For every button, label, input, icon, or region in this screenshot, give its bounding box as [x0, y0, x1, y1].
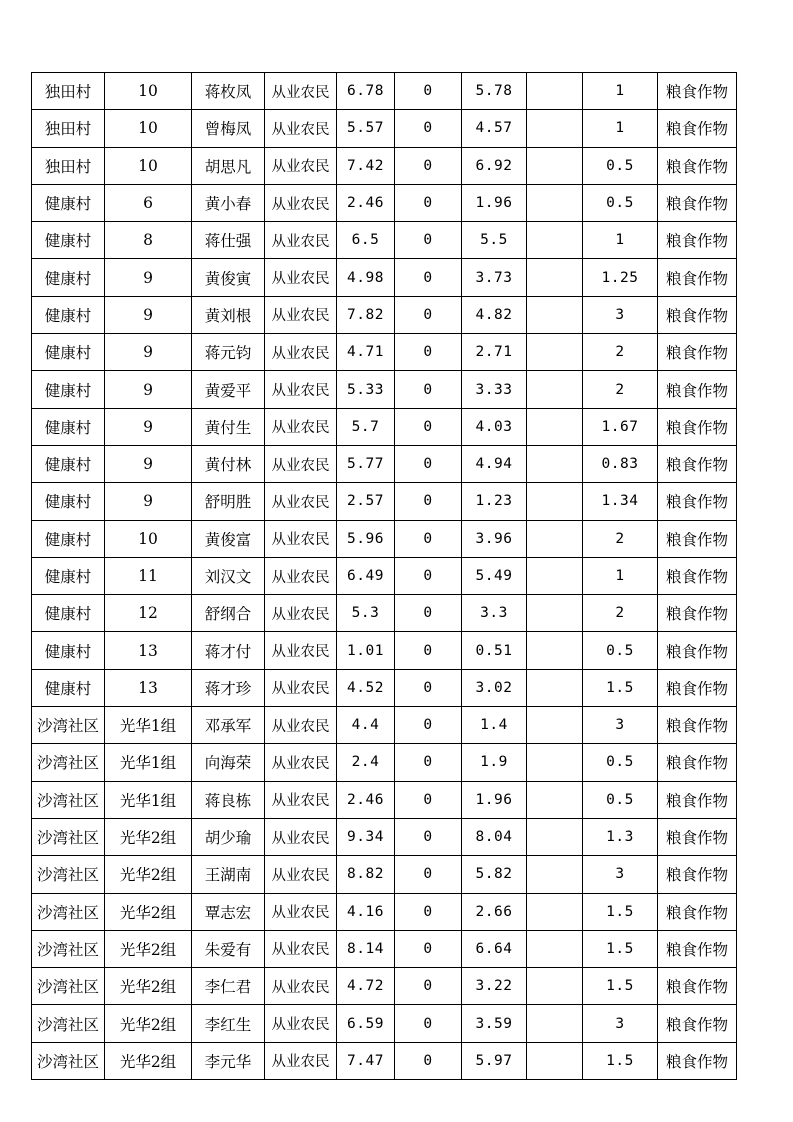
value-4-cell — [527, 930, 583, 967]
crop-cell: 粮食作物 — [658, 818, 737, 855]
crop-cell: 粮食作物 — [658, 445, 737, 482]
type-cell: 从业农民 — [265, 968, 337, 1005]
value-5-cell: 1.25 — [583, 259, 658, 296]
value-3-cell: 2.66 — [462, 893, 527, 930]
value-1-cell: 2.4 — [337, 744, 395, 781]
value-2-cell: 0 — [395, 930, 462, 967]
crop-cell: 粮食作物 — [658, 856, 737, 893]
name-cell: 王湖南 — [192, 856, 265, 893]
value-4-cell — [527, 968, 583, 1005]
village-cell: 健康村 — [32, 371, 105, 408]
type-cell: 从业农民 — [265, 632, 337, 669]
village-cell: 健康村 — [32, 520, 105, 557]
table-row — [32, 632, 737, 669]
value-3-cell: 1.23 — [462, 483, 527, 520]
value-4-cell — [527, 781, 583, 818]
value-1-cell: 4.72 — [337, 968, 395, 1005]
value-4-cell — [527, 408, 583, 445]
value-1-cell: 6.59 — [337, 1005, 395, 1042]
type-cell: 从业农民 — [265, 557, 337, 594]
value-1-cell: 5.77 — [337, 445, 395, 482]
value-1-cell: 4.16 — [337, 893, 395, 930]
value-2-cell: 0 — [395, 520, 462, 557]
village-cell: 沙湾社区 — [32, 893, 105, 930]
value-2-cell: 0 — [395, 669, 462, 706]
value-5-cell: 1.3 — [583, 818, 658, 855]
type-cell: 从业农民 — [265, 930, 337, 967]
crop-cell: 粮食作物 — [658, 781, 737, 818]
group-cell: 10 — [105, 520, 192, 557]
name-cell: 朱爱有 — [192, 930, 265, 967]
value-1-cell: 7.42 — [337, 147, 395, 184]
name-cell: 胡思凡 — [192, 147, 265, 184]
table-row — [32, 818, 737, 855]
value-1-cell: 2.46 — [337, 184, 395, 221]
value-3-cell: 3.96 — [462, 520, 527, 557]
crop-cell: 粮食作物 — [658, 408, 737, 445]
value-1-cell: 4.52 — [337, 669, 395, 706]
value-5-cell: 2 — [583, 595, 658, 632]
village-cell: 沙湾社区 — [32, 744, 105, 781]
crop-cell: 粮食作物 — [658, 1005, 737, 1042]
table-row — [32, 483, 737, 520]
crop-cell: 粮食作物 — [658, 930, 737, 967]
value-2-cell: 0 — [395, 1042, 462, 1079]
table-body — [32, 73, 737, 1080]
group-cell: 9 — [105, 371, 192, 408]
group-cell: 光华1组 — [105, 781, 192, 818]
village-cell: 独田村 — [32, 147, 105, 184]
group-cell: 13 — [105, 669, 192, 706]
value-4-cell — [527, 557, 583, 594]
name-cell: 黄刘根 — [192, 296, 265, 333]
value-4-cell — [527, 818, 583, 855]
value-2-cell: 0 — [395, 371, 462, 408]
value-3-cell: 6.64 — [462, 930, 527, 967]
value-4-cell — [527, 632, 583, 669]
type-cell: 从业农民 — [265, 1042, 337, 1079]
value-3-cell: 5.49 — [462, 557, 527, 594]
data-table — [31, 72, 737, 1080]
table-row — [32, 744, 737, 781]
value-4-cell — [527, 259, 583, 296]
type-cell: 从业农民 — [265, 334, 337, 371]
value-4-cell — [527, 445, 583, 482]
table-row — [32, 222, 737, 259]
value-4-cell — [527, 669, 583, 706]
value-1-cell: 4.4 — [337, 707, 395, 744]
value-1-cell: 5.33 — [337, 371, 395, 408]
value-4-cell — [527, 222, 583, 259]
value-5-cell: 1 — [583, 557, 658, 594]
value-2-cell: 0 — [395, 632, 462, 669]
type-cell: 从业农民 — [265, 893, 337, 930]
value-4-cell — [527, 856, 583, 893]
value-3-cell: 2.71 — [462, 334, 527, 371]
name-cell: 蒋仕强 — [192, 222, 265, 259]
type-cell: 从业农民 — [265, 781, 337, 818]
village-cell: 沙湾社区 — [32, 1042, 105, 1079]
value-2-cell: 0 — [395, 595, 462, 632]
type-cell: 从业农民 — [265, 520, 337, 557]
value-3-cell: 1.9 — [462, 744, 527, 781]
name-cell: 黄付林 — [192, 445, 265, 482]
group-cell: 13 — [105, 632, 192, 669]
name-cell: 黄付生 — [192, 408, 265, 445]
village-cell: 沙湾社区 — [32, 968, 105, 1005]
value-5-cell: 3 — [583, 1005, 658, 1042]
value-3-cell: 5.78 — [462, 73, 527, 110]
value-2-cell: 0 — [395, 1005, 462, 1042]
name-cell: 舒纲合 — [192, 595, 265, 632]
crop-cell: 粮食作物 — [658, 222, 737, 259]
group-cell: 光华2组 — [105, 930, 192, 967]
value-4-cell — [527, 595, 583, 632]
table-row — [32, 856, 737, 893]
value-4-cell — [527, 147, 583, 184]
group-cell: 光华2组 — [105, 856, 192, 893]
value-4-cell — [527, 1042, 583, 1079]
value-2-cell: 0 — [395, 110, 462, 147]
value-2-cell: 0 — [395, 744, 462, 781]
value-1-cell: 5.57 — [337, 110, 395, 147]
value-1-cell: 5.96 — [337, 520, 395, 557]
type-cell: 从业农民 — [265, 110, 337, 147]
name-cell: 舒明胜 — [192, 483, 265, 520]
value-5-cell: 0.5 — [583, 781, 658, 818]
value-5-cell: 0.5 — [583, 147, 658, 184]
value-3-cell: 6.92 — [462, 147, 527, 184]
value-4-cell — [527, 744, 583, 781]
value-4-cell — [527, 296, 583, 333]
crop-cell: 粮食作物 — [658, 520, 737, 557]
village-cell: 健康村 — [32, 595, 105, 632]
value-3-cell: 1.96 — [462, 781, 527, 818]
name-cell: 黄爱平 — [192, 371, 265, 408]
name-cell: 李仁君 — [192, 968, 265, 1005]
value-3-cell: 5.5 — [462, 222, 527, 259]
value-4-cell — [527, 483, 583, 520]
value-2-cell: 0 — [395, 893, 462, 930]
value-3-cell: 0.51 — [462, 632, 527, 669]
village-cell: 健康村 — [32, 222, 105, 259]
village-cell: 沙湾社区 — [32, 1005, 105, 1042]
value-3-cell: 3.02 — [462, 669, 527, 706]
value-5-cell: 2 — [583, 334, 658, 371]
group-cell: 6 — [105, 184, 192, 221]
village-cell: 健康村 — [32, 669, 105, 706]
value-2-cell: 0 — [395, 334, 462, 371]
value-2-cell: 0 — [395, 968, 462, 1005]
village-cell: 沙湾社区 — [32, 707, 105, 744]
group-cell: 9 — [105, 296, 192, 333]
value-5-cell: 0.5 — [583, 744, 658, 781]
type-cell: 从业农民 — [265, 147, 337, 184]
name-cell: 曾梅凤 — [192, 110, 265, 147]
group-cell: 光华2组 — [105, 818, 192, 855]
type-cell: 从业农民 — [265, 669, 337, 706]
type-cell: 从业农民 — [265, 707, 337, 744]
village-cell: 健康村 — [32, 483, 105, 520]
type-cell: 从业农民 — [265, 259, 337, 296]
crop-cell: 粮食作物 — [658, 968, 737, 1005]
value-2-cell: 0 — [395, 259, 462, 296]
village-cell: 沙湾社区 — [32, 856, 105, 893]
crop-cell: 粮食作物 — [658, 557, 737, 594]
crop-cell: 粮食作物 — [658, 147, 737, 184]
name-cell: 黄俊富 — [192, 520, 265, 557]
table-row — [32, 296, 737, 333]
group-cell: 光华2组 — [105, 893, 192, 930]
table-row — [32, 893, 737, 930]
value-5-cell: 1.5 — [583, 1042, 658, 1079]
type-cell: 从业农民 — [265, 222, 337, 259]
table-row — [32, 707, 737, 744]
crop-cell: 粮食作物 — [658, 184, 737, 221]
crop-cell: 粮食作物 — [658, 1042, 737, 1079]
value-2-cell: 0 — [395, 781, 462, 818]
table-row — [32, 595, 737, 632]
crop-cell: 粮食作物 — [658, 110, 737, 147]
value-5-cell: 3 — [583, 296, 658, 333]
value-4-cell — [527, 73, 583, 110]
group-cell: 9 — [105, 445, 192, 482]
value-1-cell: 6.49 — [337, 557, 395, 594]
type-cell: 从业农民 — [265, 184, 337, 221]
crop-cell: 粮食作物 — [658, 296, 737, 333]
value-3-cell: 4.82 — [462, 296, 527, 333]
value-4-cell — [527, 893, 583, 930]
value-3-cell: 8.04 — [462, 818, 527, 855]
type-cell: 从业农民 — [265, 445, 337, 482]
value-5-cell: 0.5 — [583, 184, 658, 221]
value-1-cell: 7.47 — [337, 1042, 395, 1079]
name-cell: 刘汉文 — [192, 557, 265, 594]
value-4-cell — [527, 520, 583, 557]
value-5-cell: 1.34 — [583, 483, 658, 520]
value-5-cell: 0.5 — [583, 632, 658, 669]
table-row — [32, 930, 737, 967]
village-cell: 沙湾社区 — [32, 781, 105, 818]
group-cell: 光华1组 — [105, 707, 192, 744]
name-cell: 胡少瑜 — [192, 818, 265, 855]
name-cell: 蒋枚凤 — [192, 73, 265, 110]
type-cell: 从业农民 — [265, 73, 337, 110]
group-cell: 10 — [105, 73, 192, 110]
value-3-cell: 5.97 — [462, 1042, 527, 1079]
value-2-cell: 0 — [395, 483, 462, 520]
table-row — [32, 1005, 737, 1042]
value-1-cell: 4.71 — [337, 334, 395, 371]
value-4-cell — [527, 184, 583, 221]
value-5-cell: 2 — [583, 371, 658, 408]
value-5-cell: 1.5 — [583, 930, 658, 967]
value-3-cell: 3.33 — [462, 371, 527, 408]
table-row — [32, 520, 737, 557]
value-3-cell: 5.82 — [462, 856, 527, 893]
village-cell: 健康村 — [32, 296, 105, 333]
value-2-cell: 0 — [395, 818, 462, 855]
value-5-cell: 1 — [583, 110, 658, 147]
type-cell: 从业农民 — [265, 1005, 337, 1042]
value-4-cell — [527, 1005, 583, 1042]
table-row — [32, 73, 737, 110]
value-3-cell: 4.94 — [462, 445, 527, 482]
name-cell: 蒋才付 — [192, 632, 265, 669]
table-row — [32, 557, 737, 594]
value-3-cell: 3.73 — [462, 259, 527, 296]
value-2-cell: 0 — [395, 856, 462, 893]
crop-cell: 粮食作物 — [658, 595, 737, 632]
table-row — [32, 669, 737, 706]
type-cell: 从业农民 — [265, 483, 337, 520]
name-cell: 李元华 — [192, 1042, 265, 1079]
table-row — [32, 184, 737, 221]
value-2-cell: 0 — [395, 222, 462, 259]
table-row — [32, 968, 737, 1005]
value-5-cell: 1 — [583, 222, 658, 259]
group-cell: 9 — [105, 259, 192, 296]
crop-cell: 粮食作物 — [658, 73, 737, 110]
table-row — [32, 371, 737, 408]
village-cell: 健康村 — [32, 408, 105, 445]
table-row — [32, 147, 737, 184]
name-cell: 覃志宏 — [192, 893, 265, 930]
table-row — [32, 110, 737, 147]
crop-cell: 粮食作物 — [658, 334, 737, 371]
village-cell: 独田村 — [32, 73, 105, 110]
village-cell: 健康村 — [32, 259, 105, 296]
group-cell: 10 — [105, 110, 192, 147]
name-cell: 蒋良栋 — [192, 781, 265, 818]
value-4-cell — [527, 707, 583, 744]
value-3-cell: 1.96 — [462, 184, 527, 221]
value-3-cell: 3.22 — [462, 968, 527, 1005]
value-3-cell: 3.3 — [462, 595, 527, 632]
group-cell: 9 — [105, 483, 192, 520]
value-4-cell — [527, 110, 583, 147]
value-3-cell: 4.57 — [462, 110, 527, 147]
type-cell: 从业农民 — [265, 818, 337, 855]
value-1-cell: 6.5 — [337, 222, 395, 259]
village-cell: 健康村 — [32, 334, 105, 371]
value-2-cell: 0 — [395, 557, 462, 594]
crop-cell: 粮食作物 — [658, 371, 737, 408]
village-cell: 独田村 — [32, 110, 105, 147]
crop-cell: 粮食作物 — [658, 259, 737, 296]
value-2-cell: 0 — [395, 147, 462, 184]
value-1-cell: 8.14 — [337, 930, 395, 967]
value-2-cell: 0 — [395, 408, 462, 445]
crop-cell: 粮食作物 — [658, 632, 737, 669]
name-cell: 黄小春 — [192, 184, 265, 221]
value-5-cell: 1.5 — [583, 669, 658, 706]
value-5-cell: 3 — [583, 856, 658, 893]
group-cell: 光华2组 — [105, 968, 192, 1005]
value-2-cell: 0 — [395, 707, 462, 744]
value-4-cell — [527, 371, 583, 408]
name-cell: 邓承军 — [192, 707, 265, 744]
value-5-cell: 0.83 — [583, 445, 658, 482]
group-cell: 光华1组 — [105, 744, 192, 781]
type-cell: 从业农民 — [265, 856, 337, 893]
value-1-cell: 7.82 — [337, 296, 395, 333]
name-cell: 向海荣 — [192, 744, 265, 781]
value-5-cell: 1.67 — [583, 408, 658, 445]
name-cell: 蒋元钧 — [192, 334, 265, 371]
value-1-cell: 2.46 — [337, 781, 395, 818]
name-cell: 蒋才珍 — [192, 669, 265, 706]
table-row — [32, 781, 737, 818]
crop-cell: 粮食作物 — [658, 669, 737, 706]
village-cell: 沙湾社区 — [32, 930, 105, 967]
type-cell: 从业农民 — [265, 595, 337, 632]
value-2-cell: 0 — [395, 73, 462, 110]
value-2-cell: 0 — [395, 296, 462, 333]
value-3-cell: 4.03 — [462, 408, 527, 445]
value-5-cell: 1.5 — [583, 893, 658, 930]
value-4-cell — [527, 334, 583, 371]
village-cell: 健康村 — [32, 445, 105, 482]
group-cell: 11 — [105, 557, 192, 594]
value-1-cell: 5.3 — [337, 595, 395, 632]
type-cell: 从业农民 — [265, 371, 337, 408]
table-row — [32, 1042, 737, 1079]
group-cell: 9 — [105, 334, 192, 371]
value-5-cell: 2 — [583, 520, 658, 557]
village-cell: 健康村 — [32, 632, 105, 669]
group-cell: 光华2组 — [105, 1042, 192, 1079]
table-row — [32, 445, 737, 482]
crop-cell: 粮食作物 — [658, 893, 737, 930]
name-cell: 李红生 — [192, 1005, 265, 1042]
value-1-cell: 2.57 — [337, 483, 395, 520]
group-cell: 光华2组 — [105, 1005, 192, 1042]
value-1-cell: 9.34 — [337, 818, 395, 855]
value-5-cell: 3 — [583, 707, 658, 744]
group-cell: 10 — [105, 147, 192, 184]
group-cell: 8 — [105, 222, 192, 259]
village-cell: 健康村 — [32, 184, 105, 221]
crop-cell: 粮食作物 — [658, 707, 737, 744]
crop-cell: 粮食作物 — [658, 483, 737, 520]
table-row — [32, 259, 737, 296]
value-3-cell: 3.59 — [462, 1005, 527, 1042]
table-row — [32, 408, 737, 445]
value-2-cell: 0 — [395, 445, 462, 482]
value-1-cell: 8.82 — [337, 856, 395, 893]
village-cell: 沙湾社区 — [32, 818, 105, 855]
name-cell: 黄俊寅 — [192, 259, 265, 296]
type-cell: 从业农民 — [265, 296, 337, 333]
table-row — [32, 334, 737, 371]
value-5-cell: 1.5 — [583, 968, 658, 1005]
village-cell: 健康村 — [32, 557, 105, 594]
crop-cell: 粮食作物 — [658, 744, 737, 781]
type-cell: 从业农民 — [265, 408, 337, 445]
group-cell: 9 — [105, 408, 192, 445]
value-1-cell: 6.78 — [337, 73, 395, 110]
type-cell: 从业农民 — [265, 744, 337, 781]
value-1-cell: 4.98 — [337, 259, 395, 296]
value-3-cell: 1.4 — [462, 707, 527, 744]
group-cell: 12 — [105, 595, 192, 632]
value-1-cell: 1.01 — [337, 632, 395, 669]
value-1-cell: 5.7 — [337, 408, 395, 445]
value-5-cell: 1 — [583, 73, 658, 110]
value-2-cell: 0 — [395, 184, 462, 221]
